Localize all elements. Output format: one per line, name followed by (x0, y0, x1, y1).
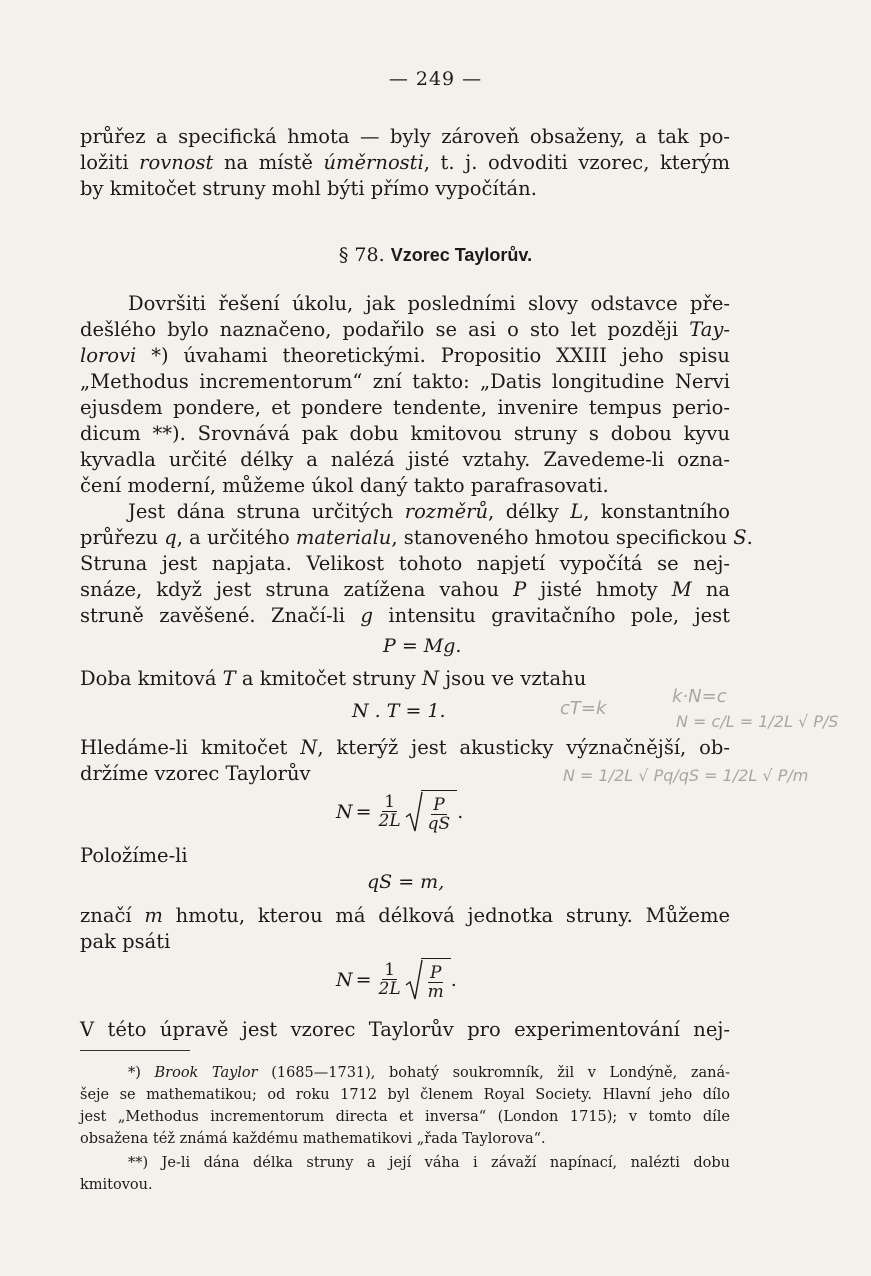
equation-nt: N . T = 1. (352, 700, 446, 722)
text-line: by kmitočet struny mohl býti přímo vypočítán. (80, 177, 537, 200)
text-line: kyvadla určité délky a nalézá jisté vztahy. Zavedeme-li ozna- (80, 448, 730, 471)
square-root-sign: $\frac{P}{m}$ (405, 958, 451, 1001)
text-line: průřez a specifická hmota — byly zároveň obsaženy, a tak po- (80, 125, 730, 148)
footnote-line: *) Brook Taylor (1685—1731), bohatý soukromník, žil v Londýně, zaná- (128, 1065, 730, 1081)
footnote-line: **) Je-li dána délka struny a její váha i závaží napínací, nalézti dobu (128, 1155, 730, 1171)
equation-qs-m: qS = m, (367, 871, 445, 893)
text-line: značí m hmotu, kterou má délková jednotka struny. Můžeme (80, 904, 730, 927)
text-line: Jest dána struna určitých rozměrů, délky L, konstantního (128, 500, 730, 523)
section-heading: § 78. Vzorec Taylorův. (338, 244, 533, 266)
taylor-formula: N = $\frac{1}{2L}$ $\frac{P}{qS}$ . (336, 792, 464, 834)
footnote-line: šeje se mathematikou; od roku 1712 byl členem Royal Society. Hlavní jeho dílo (80, 1087, 730, 1103)
text-line: „Methodus incrementorum“ zní takto: „Datis longitudine Nervi (80, 370, 730, 393)
text-line: držíme vzorec Taylorův (80, 762, 311, 785)
text-line: Struna jest napjata. Velikost tohoto napjetí vypočítá se nej- (80, 552, 730, 575)
text-line: čení moderní, můžeme úkol daný takto parafrasovati. (80, 474, 609, 497)
text-line: Doba kmitová T a kmitočet struny N jsou ve vztahu (80, 667, 587, 690)
text-line: průřezu q, a určitého materialu, stanoveného hmotou specifickou S. (80, 526, 753, 549)
page-number: — 249 — (388, 68, 483, 90)
footnote-divider (80, 1050, 190, 1051)
pencil-annotation: k·N=c (672, 686, 727, 707)
pencil-annotation: N = 1/2L √ Pq/qS = 1/2L √ P/m (563, 766, 809, 785)
footnote-line: obsažena též známá každému mathematikovi „řada Taylorova“. (80, 1131, 546, 1147)
taylor-formula-m: N = $\frac{1}{2L}$ $\frac{P}{m}$ . (336, 960, 457, 1002)
pencil-annotation: N = c/L = 1/2L √ P/S (676, 712, 839, 731)
text-line: V této úpravě jest vzorec Taylorův pro experimentování nej- (80, 1018, 730, 1041)
text-line: lorovi *) úvahami theoretickými. Propositio XXIII jeho spisu (80, 344, 730, 367)
footnote-line: kmitovou. (80, 1177, 153, 1193)
equation-p-mg: P = Mg. (383, 635, 462, 657)
pencil-annotation: cT=k (560, 698, 607, 719)
footnote-line: jest „Methodus incrementorum directa et inversa“ (London 1715); v tomto díle (80, 1109, 730, 1125)
text-line: pak psáti (80, 930, 171, 953)
text-line: dešlého bylo naznačeno, podařilo se asi o sto let později Tay- (80, 318, 730, 341)
text-line: snáze, když jest struna zatížena vahou P jisté hmoty M na (80, 578, 731, 601)
text-line: Položíme-li (80, 844, 188, 867)
text-line: ložiti rovnost na místě úměrnosti, t. j. odvoditi vzorec, kterým (80, 151, 731, 174)
text-line: ejusdem pondere, et pondere tendente, invenire tempus perio- (80, 396, 730, 419)
text-line: Hledáme-li kmitočet N, kterýž jest akusticky význačnější, ob- (80, 736, 730, 759)
square-root-sign: $\frac{P}{qS}$ (405, 790, 458, 833)
text-line: Dovršiti řešení úkolu, jak posledními slovy odstavce pře- (128, 292, 730, 315)
text-line: dicum **). Srovnává pak dobu kmitovou struny s dobou kyvu (80, 422, 730, 445)
text-line: struně zavěšené. Značí-li g intensitu gravitačního pole, jest (80, 604, 730, 627)
